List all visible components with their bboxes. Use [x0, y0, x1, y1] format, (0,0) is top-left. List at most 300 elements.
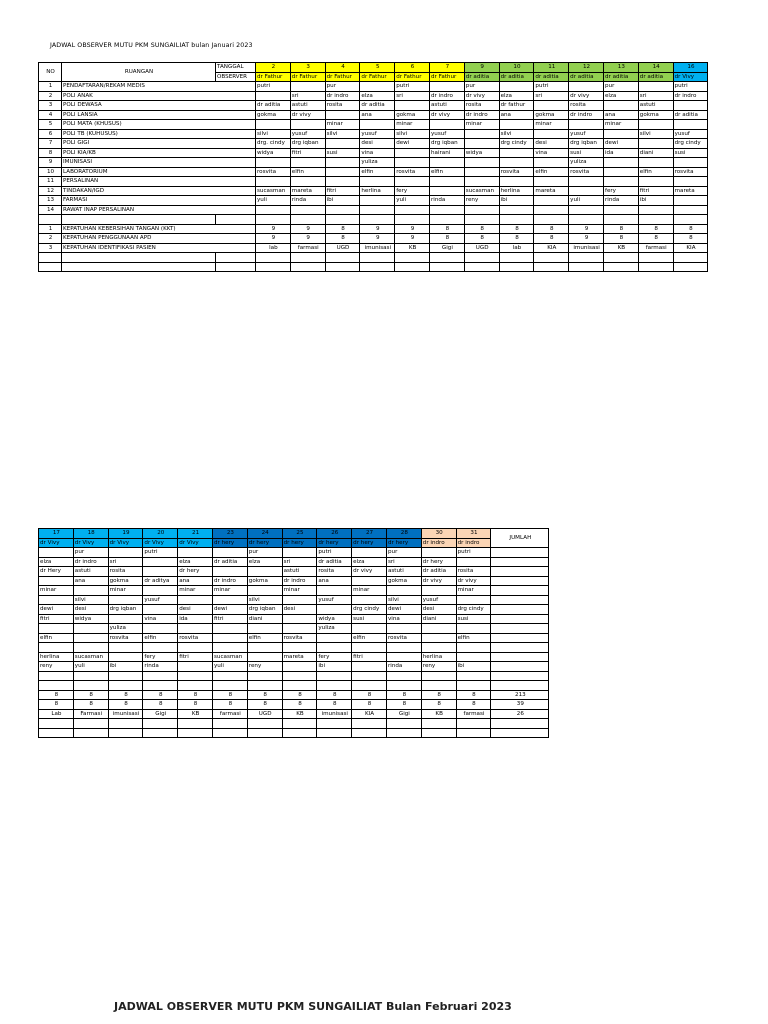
observer-cell — [39, 576, 74, 586]
observer-cell: rosita — [569, 101, 604, 111]
observer-cell: yuli — [569, 196, 604, 206]
observer-cell — [178, 662, 213, 672]
row-number: 12 — [39, 186, 62, 196]
empty-cell — [282, 719, 317, 729]
observer-cell — [603, 158, 638, 168]
observer-cell — [108, 671, 143, 681]
observer-cell: ibi — [317, 662, 352, 672]
empty-cell — [360, 262, 395, 272]
observer-cell: rosvita — [178, 633, 213, 643]
kepatuhan-row — [39, 709, 549, 719]
row-number: 3 — [39, 101, 62, 111]
date-header: 5 — [360, 63, 395, 73]
observer-cell — [108, 643, 143, 653]
observer-cell: sri — [282, 557, 317, 567]
observer-cell: herlina — [499, 186, 534, 196]
observer-cell: astuti — [282, 567, 317, 577]
table-row — [39, 167, 708, 177]
observer-cell: rosita — [108, 567, 143, 577]
empty-cell — [499, 215, 534, 225]
empty-cell — [143, 719, 178, 729]
observer-cell: dr vivy — [464, 91, 499, 101]
observer-cell: reny — [247, 662, 282, 672]
title-january: JADWAL OBSERVER MUTU PKM SUNGAILIAT bulan Januari 2023 — [50, 42, 253, 49]
date-header: 18 — [73, 529, 108, 539]
observer-cell: gokma — [534, 110, 569, 120]
empty-cell — [569, 215, 604, 225]
table-row — [39, 91, 708, 101]
observer-cell: fitri — [290, 148, 325, 158]
header-tanggal: TANGGAL — [216, 63, 256, 73]
observer-cell — [395, 148, 430, 158]
observer-cell — [673, 120, 708, 130]
observer-cell: rosita — [317, 567, 352, 577]
observer-cell: dr aditia — [673, 110, 708, 120]
observer-cell: elza — [39, 557, 74, 567]
observer-cell: dr vivy — [290, 110, 325, 120]
date-header: 26 — [317, 529, 352, 539]
observer-cell: diani — [638, 148, 673, 158]
observer-header: dr Fathur — [360, 72, 395, 82]
observer-cell — [429, 186, 464, 196]
observer-cell: putri — [256, 82, 291, 92]
observer-cell — [429, 158, 464, 168]
observer-cell: elfin — [247, 633, 282, 643]
observer-cell: desi — [282, 605, 317, 615]
observer-cell — [569, 177, 604, 187]
empty-cell — [421, 728, 456, 738]
observer-cell: yuli — [256, 196, 291, 206]
observer-header: dr aditia — [569, 72, 604, 82]
observer-cell — [386, 643, 421, 653]
observer-cell: minar — [395, 120, 430, 130]
empty-cell — [603, 215, 638, 225]
indicator-cell: 8 — [73, 690, 108, 700]
indicator-cell: 9 — [256, 234, 291, 244]
empty-cell — [491, 681, 549, 691]
observer-cell: silvi — [386, 595, 421, 605]
table-row — [39, 158, 708, 168]
observer-cell: hairani — [429, 148, 464, 158]
empty-cell — [256, 215, 291, 225]
observer-cell — [638, 139, 673, 149]
observer-cell — [534, 205, 569, 215]
indicator-cell: 8 — [638, 234, 673, 244]
observer-header: dr Vivy — [673, 72, 708, 82]
observer-cell: sri — [108, 557, 143, 567]
date-header: 19 — [108, 529, 143, 539]
observer-cell: ida — [603, 148, 638, 158]
observer-cell: dewi — [386, 605, 421, 615]
observer-cell — [73, 624, 108, 634]
indicator-cell: 8 — [178, 690, 213, 700]
room-name: PENDAFTARAN/REKAM MEDIS — [62, 82, 256, 92]
indicator-cell: 9 — [569, 224, 604, 234]
observer-cell: yuliza — [569, 158, 604, 168]
row-number: 3 — [39, 243, 62, 253]
observer-cell — [73, 586, 108, 596]
observer-cell — [317, 671, 352, 681]
observer-cell — [247, 643, 282, 653]
row-number: 4 — [39, 110, 62, 120]
indicator-cell: 8 — [534, 224, 569, 234]
observer-cell: astuti — [386, 567, 421, 577]
observer-header: dr hery — [317, 538, 352, 548]
observer-cell — [499, 148, 534, 158]
observer-cell — [421, 671, 456, 681]
observer-cell: herlina — [421, 652, 456, 662]
table-row — [39, 652, 549, 662]
empty-cell — [216, 262, 256, 272]
observer-header: dr Fathur — [429, 72, 464, 82]
observer-cell: pur — [603, 82, 638, 92]
jumlah-cell — [491, 624, 549, 634]
indicator-cell: 8 — [534, 234, 569, 244]
empty-cell — [534, 215, 569, 225]
observer-cell: yusuf — [421, 595, 456, 605]
observer-cell: pur — [247, 548, 282, 558]
observer-cell: sucasman — [256, 186, 291, 196]
observer-cell: drg. cindy — [256, 139, 291, 149]
observer-cell: sri — [386, 557, 421, 567]
observer-cell: fitri — [212, 614, 247, 624]
empty-cell — [673, 262, 708, 272]
jumlah-cell — [491, 557, 549, 567]
observer-header: dr hery — [247, 538, 282, 548]
date-header: 10 — [499, 63, 534, 73]
observer-cell: sri — [534, 91, 569, 101]
observer-cell: sucasman — [212, 652, 247, 662]
room-name: POLI KIA/KB — [62, 148, 256, 158]
header-row-observers — [39, 538, 549, 548]
observer-header: dr Vivy — [108, 538, 143, 548]
room-name: POLI LANSIA — [62, 110, 256, 120]
indicator-cell: 8 — [143, 690, 178, 700]
observer-cell — [673, 101, 708, 111]
observer-cell: yusuf — [569, 129, 604, 139]
observer-cell: vina — [360, 148, 395, 158]
indicator-cell: KB — [178, 709, 213, 719]
observer-cell: ana — [317, 576, 352, 586]
observer-cell: ida — [178, 614, 213, 624]
observer-cell: sri — [290, 91, 325, 101]
date-header: 16 — [673, 63, 708, 73]
observer-cell: dr Hery — [39, 567, 74, 577]
observer-header: dr hery — [386, 538, 421, 548]
indicator-cell: 9 — [395, 224, 430, 234]
observer-cell — [673, 196, 708, 206]
observer-cell: dewi — [212, 605, 247, 615]
observer-cell — [282, 614, 317, 624]
table-row — [39, 196, 708, 206]
observer-cell — [603, 129, 638, 139]
observer-cell: yusuf — [360, 129, 395, 139]
row-number: 11 — [39, 177, 62, 187]
observer-cell: pur — [386, 548, 421, 558]
observer-cell: drg iqban — [429, 139, 464, 149]
indicator-cell: 8 — [386, 700, 421, 710]
observer-cell: minar — [178, 586, 213, 596]
observer-header: dr Vivy — [143, 538, 178, 548]
observer-cell — [534, 101, 569, 111]
table-row — [39, 186, 708, 196]
jumlah-cell: 39 — [491, 700, 549, 710]
indicator-cell: imunisasi — [569, 243, 604, 253]
observer-cell: desi — [73, 605, 108, 615]
observer-cell: yuli — [73, 662, 108, 672]
indicator-cell: 8 — [456, 700, 491, 710]
empty-cell — [464, 215, 499, 225]
observer-cell — [290, 205, 325, 215]
title-february: JADWAL OBSERVER MUTU PKM SUNGAILIAT Bulan Februari 2023 — [114, 1000, 512, 1013]
observer-cell: ibi — [456, 662, 491, 672]
date-header: 11 — [534, 63, 569, 73]
indicator-cell: 8 — [178, 700, 213, 710]
table-row — [39, 205, 708, 215]
observer-cell: diani — [247, 614, 282, 624]
observer-cell: minar — [212, 586, 247, 596]
empty-cell — [108, 719, 143, 729]
observer-cell — [282, 671, 317, 681]
observer-cell — [212, 671, 247, 681]
observer-cell: dr indro — [429, 91, 464, 101]
empty-cell — [603, 253, 638, 263]
indicator-cell: KB — [395, 243, 430, 253]
observer-cell — [464, 167, 499, 177]
observer-cell: minar — [456, 586, 491, 596]
table-row — [39, 624, 549, 634]
observer-cell: susi — [569, 148, 604, 158]
observer-cell — [282, 643, 317, 653]
observer-cell: elza — [499, 91, 534, 101]
empty-cell — [39, 215, 62, 225]
empty-cell — [290, 253, 325, 263]
empty-cell — [395, 215, 430, 225]
row-number: 8 — [39, 148, 62, 158]
indicator-cell: Farmasi — [73, 709, 108, 719]
empty-row — [39, 215, 708, 225]
observer-cell: fery — [603, 186, 638, 196]
empty-cell — [290, 262, 325, 272]
observer-cell: sri — [395, 91, 430, 101]
observer-header: dr hery — [212, 538, 247, 548]
observer-cell — [143, 557, 178, 567]
header-row-dates — [39, 529, 549, 539]
row-number: 1 — [39, 82, 62, 92]
empty-cell — [325, 262, 360, 272]
row-number: 9 — [39, 158, 62, 168]
indicator-cell: 8 — [673, 224, 708, 234]
jumlah-cell: 26 — [491, 709, 549, 719]
table-row — [39, 148, 708, 158]
observer-cell — [212, 567, 247, 577]
observer-cell — [603, 167, 638, 177]
indicator-cell: 8 — [456, 690, 491, 700]
observer-cell: yuli — [395, 196, 430, 206]
observer-cell — [421, 633, 456, 643]
observer-cell — [256, 120, 291, 130]
table-row — [39, 548, 549, 558]
observer-cell: gokma — [395, 110, 430, 120]
empty-cell — [247, 681, 282, 691]
observer-cell: drg cindy — [352, 605, 387, 615]
jumlah-cell — [491, 605, 549, 615]
empty-row — [39, 681, 549, 691]
jumlah-cell — [491, 576, 549, 586]
observer-cell — [534, 158, 569, 168]
observer-cell: rosvita — [499, 167, 534, 177]
empty-cell — [421, 681, 456, 691]
date-header: 9 — [464, 63, 499, 73]
date-header: 27 — [352, 529, 387, 539]
observer-cell: herlina — [39, 652, 74, 662]
jumlah-cell — [491, 643, 549, 653]
observer-cell: drg iqban — [290, 139, 325, 149]
observer-cell — [317, 605, 352, 615]
indicator-cell: 8 — [39, 690, 74, 700]
observer-cell — [499, 177, 534, 187]
observer-cell — [282, 662, 317, 672]
observer-cell — [534, 177, 569, 187]
room-name: LABORATORIUM — [62, 167, 256, 177]
observer-cell: sucasman — [464, 186, 499, 196]
date-header: 3 — [290, 63, 325, 73]
observer-cell: dr indro — [282, 576, 317, 586]
date-header: 14 — [638, 63, 673, 73]
date-header: 21 — [178, 529, 213, 539]
observer-cell: elza — [178, 557, 213, 567]
observer-cell: rinda — [386, 662, 421, 672]
observer-cell — [456, 595, 491, 605]
observer-cell: yuliza — [108, 624, 143, 634]
date-header: 24 — [247, 529, 282, 539]
empty-cell — [143, 728, 178, 738]
row-number: 6 — [39, 129, 62, 139]
observer-cell: rinda — [143, 662, 178, 672]
indicator-cell: KB — [603, 243, 638, 253]
table-row — [39, 567, 549, 577]
empty-cell — [212, 719, 247, 729]
empty-cell — [108, 728, 143, 738]
empty-cell — [360, 253, 395, 263]
observer-cell — [282, 595, 317, 605]
observer-cell: elza — [360, 91, 395, 101]
room-name: TINDAKAN/IGD — [62, 186, 256, 196]
room-name: RAWAT INAP PERSALINAN — [62, 205, 256, 215]
empty-cell — [456, 681, 491, 691]
observer-cell — [282, 624, 317, 634]
empty-cell — [499, 253, 534, 263]
indicator-cell: 8 — [73, 700, 108, 710]
observer-cell — [352, 548, 387, 558]
observer-cell — [352, 595, 387, 605]
observer-cell — [325, 139, 360, 149]
observer-cell — [143, 671, 178, 681]
empty-cell — [143, 681, 178, 691]
indicator-cell: lab — [499, 243, 534, 253]
empty-cell — [673, 215, 708, 225]
observer-cell: yusuf — [317, 595, 352, 605]
room-name: POLI GIGI — [62, 139, 256, 149]
empty-cell — [429, 253, 464, 263]
empty-cell — [62, 215, 216, 225]
observer-cell: rinda — [603, 196, 638, 206]
observer-cell: yusuf — [429, 129, 464, 139]
header-jumlah: JUMLAH — [491, 529, 549, 548]
kepatuhan-row — [39, 224, 708, 234]
indicator-cell: 8 — [108, 700, 143, 710]
empty-cell — [421, 719, 456, 729]
observer-cell — [39, 671, 74, 681]
empty-cell — [247, 728, 282, 738]
empty-cell — [39, 681, 74, 691]
table-row — [39, 576, 549, 586]
observer-cell — [256, 205, 291, 215]
observer-cell — [325, 205, 360, 215]
date-header: 28 — [386, 529, 421, 539]
date-header: 4 — [325, 63, 360, 73]
indicator-cell: KIA — [534, 243, 569, 253]
indicator-cell: 8 — [282, 690, 317, 700]
table-row — [39, 605, 549, 615]
indicator-cell: 8 — [143, 700, 178, 710]
indicator-cell: 8 — [282, 700, 317, 710]
observer-cell — [638, 158, 673, 168]
observer-cell — [464, 205, 499, 215]
observer-cell — [325, 177, 360, 187]
observer-cell: dewi — [39, 605, 74, 615]
observer-cell: elfin — [456, 633, 491, 643]
observer-cell — [638, 120, 673, 130]
observer-cell: minar — [352, 586, 387, 596]
observer-cell: fitri — [39, 614, 74, 624]
indicator-cell: Lab — [39, 709, 74, 719]
jumlah-cell — [491, 586, 549, 596]
table-row — [39, 586, 549, 596]
table-row — [39, 671, 549, 681]
observer-cell: rosita — [325, 101, 360, 111]
indicator-cell: 8 — [429, 234, 464, 244]
empty-cell — [491, 728, 549, 738]
observer-cell: vina — [143, 614, 178, 624]
indicator-cell: farmasi — [638, 243, 673, 253]
observer-cell: ibi — [325, 196, 360, 206]
observer-cell — [247, 652, 282, 662]
empty-cell — [212, 728, 247, 738]
observer-cell: elfin — [534, 167, 569, 177]
table-row — [39, 177, 708, 187]
empty-cell — [178, 681, 213, 691]
observer-table-january — [38, 62, 708, 272]
observer-cell — [569, 82, 604, 92]
observer-cell: gokma — [638, 110, 673, 120]
empty-cell — [534, 262, 569, 272]
observer-cell: mareta — [282, 652, 317, 662]
header-observer: OBSERVER — [216, 72, 256, 82]
empty-cell — [216, 215, 256, 225]
observer-cell: dr indro — [325, 91, 360, 101]
observer-cell: astuti — [290, 101, 325, 111]
empty-cell — [325, 253, 360, 263]
indicator-cell: 9 — [256, 224, 291, 234]
observer-cell: putri — [673, 82, 708, 92]
empty-cell — [464, 253, 499, 263]
observer-cell: dr indro — [673, 91, 708, 101]
observer-cell: gokma — [247, 576, 282, 586]
observer-cell — [247, 671, 282, 681]
jumlah-cell — [491, 633, 549, 643]
empty-cell — [534, 253, 569, 263]
